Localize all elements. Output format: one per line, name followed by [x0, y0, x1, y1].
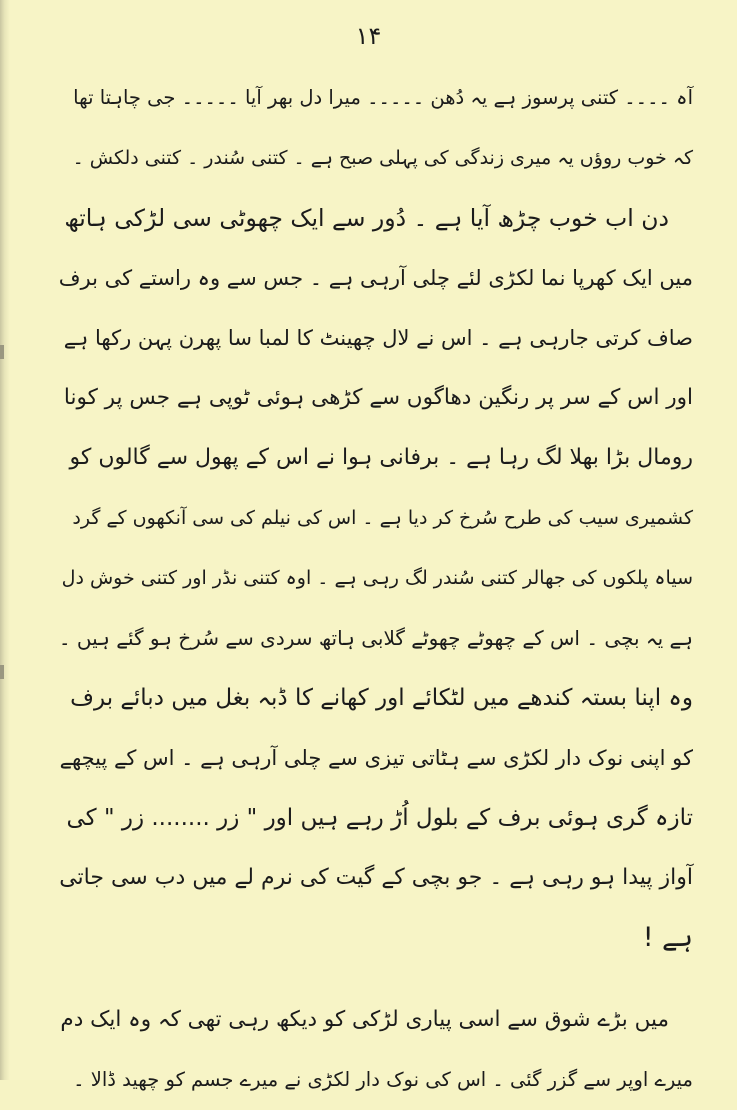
text-line: میں بڑے شوق سے اسی پیاری لڑکی کو دیکھ رہی تھی کہ وہ ایک دم [60, 1007, 669, 1032]
text-line: تازہ گری ہوئی برف کے بلول اُڑ رہے ہیں اور " زر ........ زر " کی [66, 805, 693, 831]
text-line: ہے یہ بچی ۔ اس کے چھوٹے چھوٹے گلابی ہاتھ سردی سے سُرخ ہو گئے ہیں ۔ [58, 626, 693, 650]
text-line: آواز پیدا ہو رہی ہے ۔ جو بچی کے گیت کی نرم لے میں دب سی جاتی [59, 865, 693, 890]
paragraph-gap [58, 968, 693, 990]
text-line: ہے ! [642, 922, 693, 953]
gutter-mark [0, 665, 4, 679]
text-line: کہ خوب روؤں یہ میری زندگی کی پہلی صبح ہے ۔ کتنی سُندر ۔ کتنی دلکش ۔ [72, 147, 693, 169]
text-line: وہ اپنا بستہ کندھے میں لٹکائے اور کھانے کا ڈبہ بغل میں دبائے برف [70, 685, 693, 711]
gutter-mark [0, 345, 4, 359]
page-number: ۱۴ [355, 22, 382, 50]
text-line: اور اس کے سر پر رنگین دھاگوں سے کڑھی ہوئی ٹوپی ہے جس پر کونا [63, 385, 693, 410]
text-line: دن اب خوب چڑھ آیا ہے ۔ دُور سے ایک چھوٹی سی لڑکی ہاتھ [64, 204, 669, 232]
text-line: آہ ۔۔۔۔ کتنی پرسوز ہے یہ دُھن ۔۔۔۔۔ میرا دل بھر آیا ۔۔۔۔۔ جی چاہتا تھا [73, 86, 693, 109]
text-line: میرے اوپر سے گزر گئی ۔ اس کی نوک دار لکڑی نے میرے جسم کو چھید ڈالا ۔ [73, 1068, 693, 1091]
text-line: صاف کرتی جارہی ہے ۔ اس نے لال چھینٹ کا لمبا سا پھرن پہن رکھا ہے [63, 326, 693, 350]
body-text [58, 68, 693, 1110]
text-line: سیاہ پلکوں کی جھالر کتنی سُندر لگ رہی ہے ۔ اوہ کتنی نڈر اور کتنی خوش دل [61, 567, 693, 589]
text-line: کو اپنی نوک دار لکڑی سے ہٹاتی تیزی سے چلی آرہی ہے ۔ اس کے پیچھے [59, 746, 693, 770]
text-line: رومال بڑا بھلا لگ رہا ہے ۔ برفانی ہوا نے اس کے پھول سے گالوں کو [69, 445, 693, 470]
page-gutter [0, 0, 10, 1080]
text-line: میں ایک کھرپا نما لکڑی لئے چلی آرہی ہے ۔ جس سے وہ راستے کی برف [58, 266, 693, 290]
text-line: کشمیری سیب کی طرح سُرخ کر دیا ہے ۔ اس کی نیلم کی سی آنکھوں کے گرد [72, 507, 693, 529]
